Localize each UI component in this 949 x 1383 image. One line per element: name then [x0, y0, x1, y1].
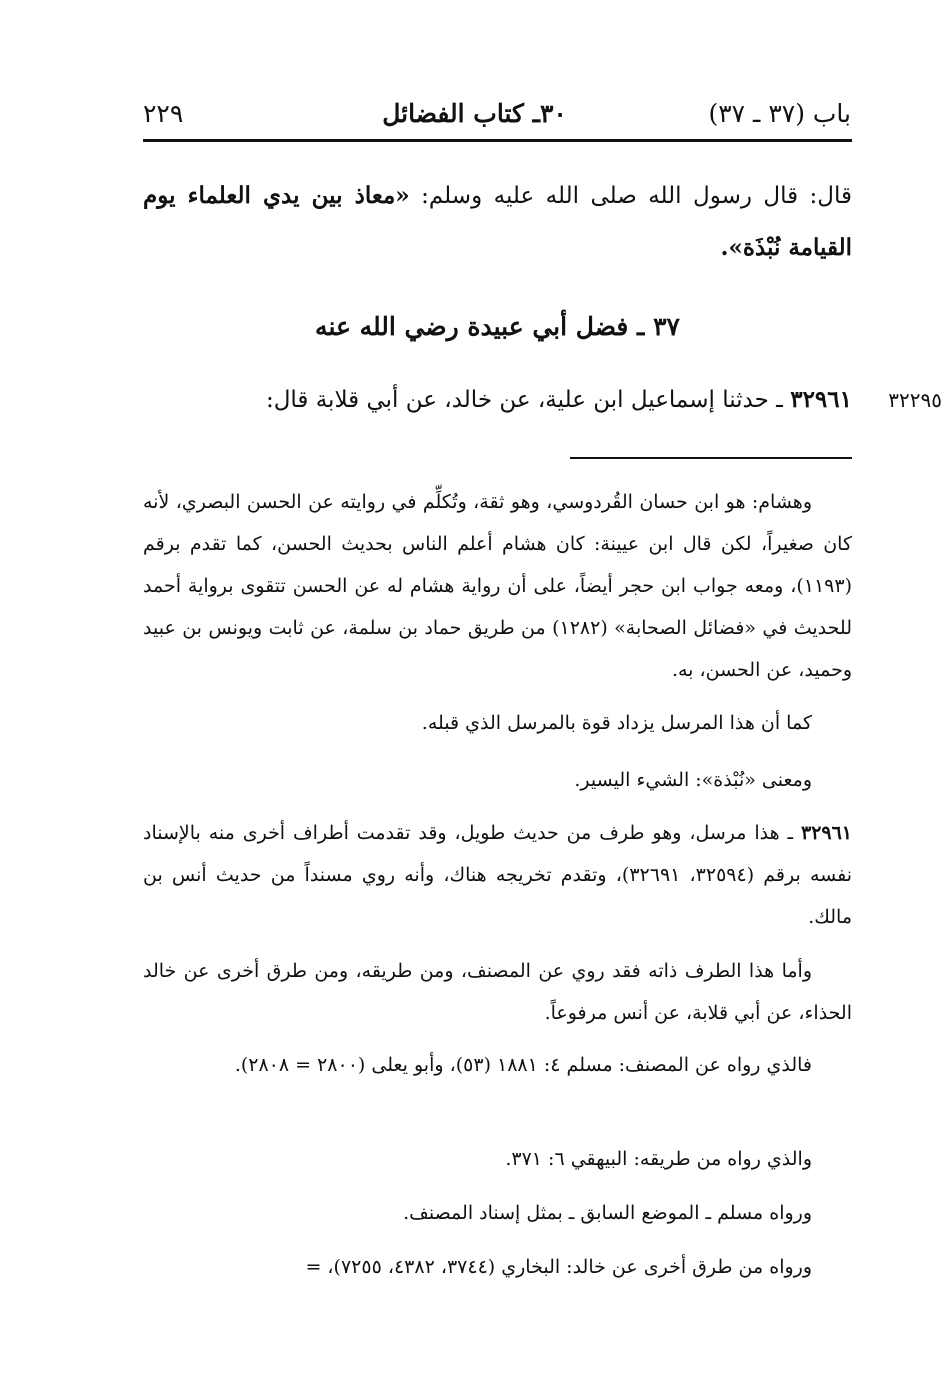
footnote-paragraph: ومعنى «نُبْذة»: الشيء اليسير. [574, 769, 812, 791]
footnote-paragraph: وهشام: هو ابن حسان القُردوسي، وهو ثقة، وتُكلِّم في روايته عن الحسن البصري، لأنه كان صغيراً، لكن قال ابن عيينة: كان هشام أعلم الناس بحديث الحسن، كما تقدم برقم (١١٩٣)، ومعه جواب ابن حجر أيضاً، على أن رواية هشام له عن الحسن تتقوى برواية أحمد للحديث في «فضائل الصحابة» (١٢٨٢) من طريق حماد بن سلمة، عن ثابت ويونس بن عبيد وحميد، عن الحسن، به. [143, 491, 852, 681]
footnote-text: ـ هذا مرسل، وهو طرف من حديث طويل، وقد تقدمت أطراف أخرى منه بالإسناد نفسه برقم (٣٢٥٩٤، ٣٢٦٩١)، وتقدم تخريجه هناك، وأنه روي مسنداً من حديث أنس بن مالك. [143, 822, 852, 928]
footnote-number: ٣٢٩٦١ [800, 822, 853, 844]
footnote-paragraph [143, 812, 852, 938]
outer-hadith-number: ٣٢٢٩٥ [888, 388, 942, 412]
hadith-line [143, 377, 852, 423]
intro-text: قال: قال رسول الله صلى الله عليه وسلم: [421, 183, 853, 209]
main-paragraph [143, 170, 852, 274]
hadith-number: ٣٢٩٦١ [790, 386, 852, 413]
header-page-number: ٢٢٩ [143, 99, 184, 128]
footnote-paragraph: ورواه مسلم ـ الموضع السابق ـ بمثل إسناد المصنف. [403, 1202, 812, 1224]
header-book-title: ٣٠ـ كتاب الفضائل [382, 99, 567, 128]
hadith-text: ـ حدثنا إسماعيل ابن علية، عن خالد، عن أبي قلابة قال: [265, 387, 783, 413]
header-rule [143, 139, 852, 142]
header-chapter: باب (٣٧ ـ ٣٧) [708, 99, 851, 128]
footnote-paragraph: كما أن هذا المرسل يزداد قوة بالمرسل الذي قبله. [421, 712, 812, 734]
hadith-quote: «معاذ بين يدي العلماء يوم القيامة نُبْذَة». [143, 182, 852, 261]
footnote-paragraph: والذي رواه من طريقه: البيهقي ٦: ٣٧١. [505, 1148, 812, 1170]
footnote-paragraph: وأما هذا الطرف ذاته فقد روي عن المصنف، ومن طريقه، ومن طرق أخرى عن خالد الحذاء، عن أبي قلابة، عن أنس مرفوعاً. [143, 960, 852, 1024]
footnote-separator [570, 457, 852, 459]
footnote-paragraph: فالذي رواه عن المصنف: مسلم ٤: ١٨٨١ (٥٣)، وأبو يعلى (٢٨٠٠ = ٢٨٠٨). [234, 1054, 812, 1076]
section-title: ٣٧ ـ فضل أبي عبيدة رضي الله عنه [315, 312, 680, 341]
footnote-paragraph: ورواه من طرق أخرى عن خالد: البخاري (٣٧٤٤، ٤٣٨٢، ٧٢٥٥)، = [305, 1256, 812, 1278]
